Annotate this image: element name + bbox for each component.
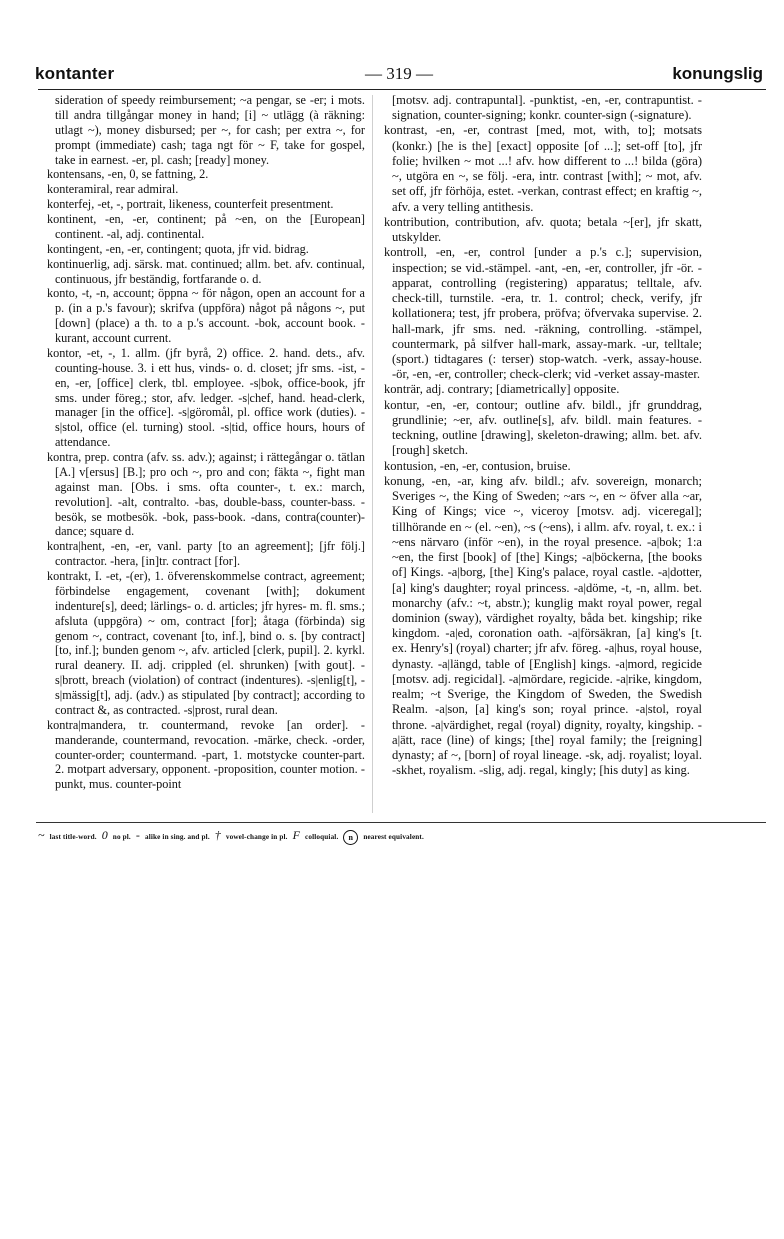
dagger-symbol: † bbox=[214, 828, 221, 842]
dictionary-entry: konung, -en, -ar, king afv. bildl.; afv. sovereign, monarch; Sveriges ~, the King of Sweden; ~ars ~, en ~ öfver alla ~ar, King of Kings; vice ~, viceroy [motsv. adj. viceregal]; tillhörande en ~ (el. ~en), ~s (~ens), i allm. afv. royal, t. ex.: i ~ens närvaro (inför ~en), in the royal presence. -a|bok; 1:a ~en, the first [book] of [the] Kings; -a|böckerna, [the books of] Kings. -a|borg, [the] King's palace, royal castle. -a|dotter, [a] king's daughter; royal princess. -a|döme, -t, -n, allm. bet. monarchy (afv.: ~t, abstr.); kunglig makt royal power, regal dominion (sway), värdighet royalty, båda bet. kingship; rike kingdom. -a|ed, coronation oath. -a|försäkran, [a] king's [t. ex. Henry's] (royal) charter; jfr afv. föreg. -a|hus, royal house, dynasty. -a|längd, table of [English] kings. -a|mord, regicide [motsv. adj. regicidal]. -a|mördare, regicide. -a|rike, kingdom, realm; ~t Sverige, the Kingdom of Sweden, the Swedish Realm. -a|son, [a] king's son; royal prince. -a|stol, royal throne. -a|värdighet, regal (royal) dignity, royalty, kingship. -a|ätt, race (line) of kings; [the] royal family; the [reigning] dynasty; af ~, [born] of royal lineage. -sk, adj. royalist; loyal. -skhet, royalism. -slig, adj. regal, kingly; [his duty] as king. bbox=[384, 473, 702, 778]
dictionary-entry: konterfej, -et, -, portrait, likeness, counterfeit presentment. bbox=[47, 197, 334, 212]
column-divider bbox=[372, 95, 373, 813]
dash-label: alike in sing. and pl. bbox=[144, 833, 210, 841]
zero-label: no pl. bbox=[112, 833, 131, 841]
dagger-label: vowel-change in pl. bbox=[225, 833, 288, 841]
dictionary-entry: kontinent, -en, -er, continent; på ~en, on the [European] continent. -al, adj. continental. bbox=[47, 212, 365, 241]
tilde-label: last title-word. bbox=[49, 833, 97, 841]
page-header bbox=[35, 60, 763, 90]
dictionary-entry: kontrast, -en, -er, contrast [med, mot, with, to]; motsats (konkr.) [he is the] [exact] opposite [of ...]; set-off [to], jfr folie; hvilken ~ mot ...! afv. how different to ...! bilda (göra) ~, utgöra en ~, se följ. -era, intr. contrast [with]; ~ mot, afv. set off, jfr förhöja, estet. -verkan, contrast effect; en kraftig ~, afv. a very telling antithesis. bbox=[384, 123, 702, 214]
circled-label: nearest equivalent. bbox=[363, 833, 424, 841]
dictionary-entry: kontur, -en, -er, contour; outline afv. bildl., jfr grunddrag, grundlinie; ~er, afv. outline[s], afv. bildl. main features. -teckning, outline [drawing], skeleton-drawing; allm. bet. afv. [rough] sketch. bbox=[384, 397, 702, 458]
dictionary-entry: kontinuerlig, adj. särsk. mat. continued; allm. bet. afv. continual, continuous, jfr beständig, fortfarande o. d. bbox=[47, 256, 365, 286]
dictionary-entry: kontra, prep. contra (afv. ss. adv.); against; i rättegångar o. tätlan [A.] v[ersus] [B.]; pro och ~, pro and con; fäkta ~, fight man against man. [Obs. i sms. ofta counter-, t. ex.: march, revolution]. -alt, contralto. -bas, double-bass, counter-bass. -besök, se motbesök. -bok, pass-book. -dans, contra(counter)-dance; square d. bbox=[47, 450, 365, 539]
dictionary-entry: konto, -t, -n, account; öppna ~ för någon, open an account for a p. (in a p.'s favour); skrifva (uppföra) något på någons ~, put [down] (place) a th. to a p.'s account. -bok, account book. -kurant, account current. bbox=[47, 286, 365, 345]
tilde-symbol: ~ bbox=[38, 828, 45, 842]
dictionary-entry: kontroll, -en, -er, control [under a p.'s c.]; supervision, inspection; se vid.-stämpel. -ant, -en, -er, controller, jfr -ör. -apparat, controlling (registering) apparatus; telltale, afv. check-till, turnstile. -era, tr. 1. control; check, verify, jfr kollationera; test, jfr probera, pröfva; öfvervaka supervise. 2. hall-mark, jfr sms. ned. -räkning, controlling. -stämpel, countermark, på silfver hall-mark, assay-mark. -ur, telltale; (sport.) tidtagares (: terser) stop-watch. -verk, assay-house. -ör, -en, -er, controller; check-clerk; vid -verket assay-master. bbox=[384, 245, 702, 382]
page-number: — 319 — bbox=[365, 64, 433, 83]
right-column bbox=[384, 93, 702, 779]
f-label: colloquial. bbox=[305, 833, 339, 841]
dictionary-entry: [motsv. adj. contrapuntal]. -punktist, -en, -er, contrapuntist. -signation, counter-signing; konkr. counter-sign (-signature). bbox=[392, 93, 702, 123]
dictionary-entry: kontrakt, I. -et, -(er), 1. öfverenskommelse contract, agreement; förbindelse engagement, covenant [with]; dokument indenture[s], deed; lärlings- o. d. articles; jfr hyres- m. fl. sms.; afsluta (uppgöra) ~ om, contract [for]; åtaga (förbinda) sig genom ~, contract, covenant [to, inf.], bind o. s. [by contract] [to, inf.]; bunden genom ~, afv. articled [clerk, pupil]. 2. kyrkl. rural deanery. II. adj. crippled (el. shrunken) [with gout]. -s|brott, breach (violation) of contract (indentures). -s|enlig[t], -s|mässig[t], adj. (adv.) as stipulated [by contract]; according to contract &, as contracted. -s|prost, rural dean. bbox=[47, 569, 365, 717]
f-symbol: F bbox=[292, 828, 301, 842]
dictionary-entry: kontor, -et, -, 1. allm. (jfr byrå, 2) office. 2. hand. dets., afv. counting-house. 3. i ett hus, vinds- o. d. closet; jfr sms. -ist, -en, -er, [office] clerk, tbl. employee. -s|bok, office-book, jfr sms. under föreg.; stor, afv. ledger. -s|chef, hand. head-clerk, manager [in the office]. -s|göromål, pl. office work (duties). -s|stol, office (el. turning) stool. -s|tid, office hours, hours of attendance. bbox=[47, 345, 365, 450]
dictionary-entry: kontensans, -en, 0, se fattning, 2. bbox=[47, 167, 209, 182]
header-left-guide-word: kontanter bbox=[35, 64, 115, 83]
left-column bbox=[47, 93, 365, 792]
zero-symbol: 0 bbox=[101, 828, 108, 842]
dictionary-entry: sideration of speedy reimbursement; ~a pengar, se -er; i mots. till andra tillgångar money in hand; [i] ~ utlägg (à räkning: utlagt ~), money disbursed; per ~, for cash; per extra ~, for prompt (immediate) cash; taga ngt för ~ F, take for gospel, take in earnest. -er, pl. cash; [ready] money. bbox=[55, 93, 365, 167]
dictionary-entry: konträr, adj. contrary; [diametrically] opposite. bbox=[384, 382, 620, 397]
dictionary-entry: konteramiral, rear admiral. bbox=[47, 182, 179, 197]
abbreviation-key bbox=[38, 828, 768, 845]
header-right-guide-word: konungslig bbox=[672, 64, 763, 83]
header-rule bbox=[38, 89, 766, 90]
dictionary-entry: kontingent, -en, -er, contingent; quota, jfr vid. bidrag. bbox=[47, 241, 309, 256]
dictionary-entry: kontra|hent, -en, -er, vanl. party [to an agreement]; [jfr följ.] contractor. -hera, [in]tr. contract [for]. bbox=[47, 539, 365, 569]
footer-rule bbox=[36, 822, 766, 823]
dictionary-entry: kontribution, contribution, afv. quota; betala ~[er], jfr skatt, utskylder. bbox=[384, 214, 702, 245]
circled-n-icon: n bbox=[343, 830, 358, 845]
dictionary-entry: kontra|mandera, tr. countermand, revoke [an order]. -manderande, countermand, revocation. -märke, check. -order, counter-order; countermand. -part, 1. motstycke counter-part. 2. motpart adversary, opponent. -proposition, counter motion. -punkt, mus. counter-point bbox=[47, 717, 365, 792]
dash-symbol: - bbox=[135, 828, 140, 842]
dictionary-entry: kontusion, -en, -er, contusion, bruise. bbox=[384, 458, 571, 473]
